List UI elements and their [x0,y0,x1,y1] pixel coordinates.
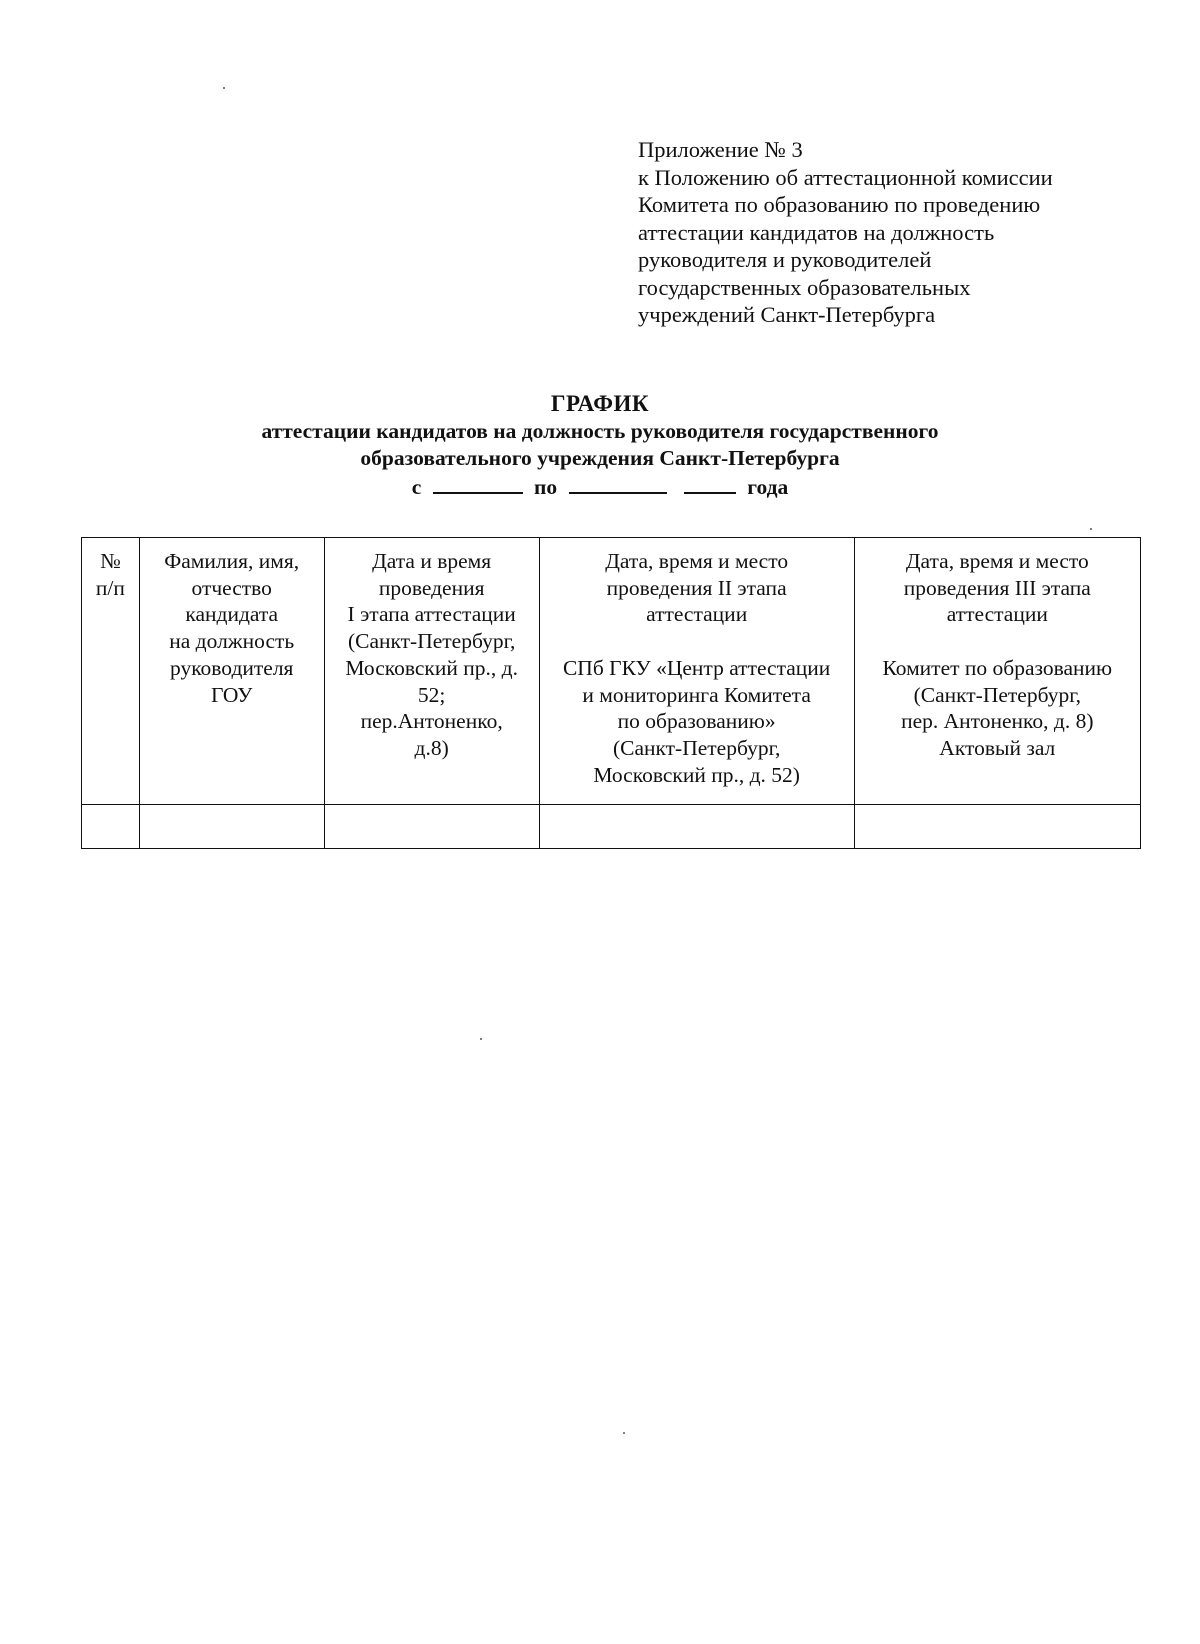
header-text: пер.Антоненко, [360,709,503,734]
document-title: ГРАФИК [550,391,650,416]
scan-speck [1090,528,1092,530]
header-text: Фамилия, имя, [164,549,300,573]
table-row [82,805,1141,849]
header-text: СПб ГКУ «Центр аттестации [562,655,831,680]
header-text: Дата и время [372,549,492,573]
appendix-line: Приложение № 3 [638,137,803,162]
header-text: д.8) [414,735,449,760]
appendix-line: аттестации кандидатов на должность [638,219,995,245]
header-spacer [543,628,851,655]
header-text: аттестации [646,602,748,627]
document-subtitle-line: аттестации кандидатов на должность руководителя государственного [261,419,939,443]
cell-stage-2 [539,805,854,849]
header-text: № [100,549,121,573]
header-text: Московский пр., д. 52) [593,762,800,787]
cell-stage-1 [324,805,539,849]
appendix-line: к Положению об аттестационной комиссии [638,164,1053,190]
appendix-line: учреждений Санкт-Петербурга [638,302,936,327]
header-text: п/п [95,575,125,600]
schedule-table [81,537,1141,849]
document-heading [0,390,1200,501]
header-text: (Санкт-Петербург, [913,682,1081,707]
header-stage-2 [539,538,854,805]
header-text: Дата, время и место [905,549,1089,573]
period-from-blank [433,472,523,494]
appendix-line: Комитета по образованию по проведению [638,192,1041,217]
header-text: 52; [417,682,446,707]
header-text: Московский пр., д. [345,655,518,680]
cell-number [82,805,140,849]
header-text: отчество [191,575,272,600]
header-text: проведения II этапа [606,575,787,600]
header-text: и мониторинга Комитета [582,682,811,707]
header-text: I этапа аттестации [347,602,516,627]
header-text: Комитет по образованию [882,655,1113,680]
header-text: Актовый зал [939,735,1056,760]
header-text: проведения III этапа [903,575,1091,600]
header-text: кандидата [185,602,279,627]
header-text: (Санкт-Петербург, [612,735,781,760]
scan-speck [480,1038,482,1040]
header-text: ГОУ [211,682,253,707]
period-to-label: по [534,475,558,499]
document-subtitle-line: образовательного учреждения Санкт-Петербурга [360,446,840,470]
table-header-row [82,538,1141,805]
header-text: на должность [169,629,295,654]
period-to-blank [569,472,667,494]
header-text: проведения [378,575,485,600]
period-year-blank [684,472,736,494]
header-text: (Санкт-Петербург, [347,629,516,654]
header-candidate [139,538,324,805]
cell-candidate [139,805,324,849]
appendix-reference [638,136,1178,329]
appendix-line: руководителя и руководителей [638,247,932,272]
schedule-period [0,472,1200,501]
header-text: по образованию» [617,709,776,734]
scan-speck [623,1432,625,1434]
header-text: пер. Антоненко, д. 8) [901,709,1094,734]
header-text: руководителя [169,655,294,680]
header-number [82,538,140,805]
header-stage-3 [854,538,1140,805]
period-year-label: года [747,475,789,499]
header-stage-1 [324,538,539,805]
appendix-line: государственных образовательных [638,274,971,300]
cell-stage-3 [854,805,1140,849]
header-spacer [858,628,1137,655]
header-text: Дата, время и место [605,549,789,573]
period-from-label: с [411,475,422,499]
scan-speck [223,87,225,89]
header-text: аттестации [946,602,1048,627]
